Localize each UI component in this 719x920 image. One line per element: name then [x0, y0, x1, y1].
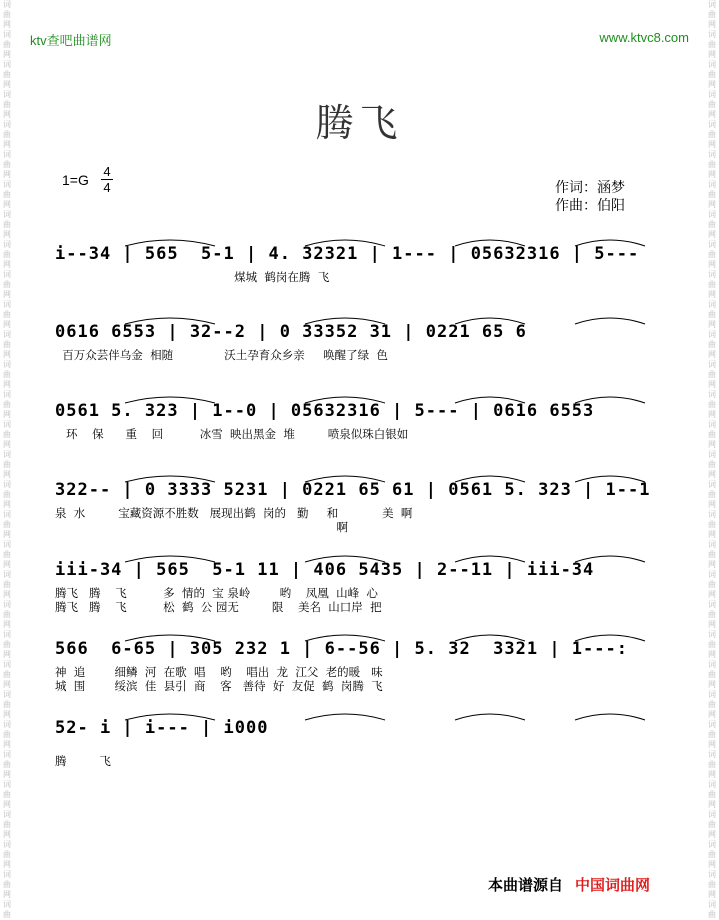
notation-line: 0616 6553 | 32--2 | 0 33352 31 | 0221 65 6	[55, 322, 527, 342]
lyricist: 作词：涵梦	[555, 179, 625, 195]
key-signature: 1=G	[62, 172, 89, 188]
lyric-line: 煤城 鹤岗在腾 飞	[55, 270, 330, 284]
footer-source: 本曲谱源自	[488, 876, 564, 894]
lyric-line: 百万众芸伴乌金 相随 沃土孕育众乡亲 唤醒了绿 色	[55, 348, 388, 362]
composer: 作曲：伯阳	[555, 197, 625, 213]
notation-line: 52- i | i--- | i000	[55, 718, 269, 738]
site-name-left: ktv查吧曲谱网	[30, 33, 112, 48]
footer	[488, 874, 650, 895]
lyric-line: 腾飞 腾 飞 松 鹤 公 园无 限 美名 山口岸 把	[55, 600, 382, 614]
footer-brand: 中国词曲网	[575, 876, 651, 894]
notation-line: 0561 5. 323 | 1--0 | 05632316 | 5--- | 0616 6553	[55, 401, 595, 421]
lyric-line: 环 保 重 回 冰雪 映出黑金 堆 喷泉似珠白银如	[55, 427, 409, 441]
meter-top: 4	[103, 164, 111, 179]
lyric-line: 啊	[55, 520, 348, 534]
lyric-line: 城 围 绥滨 佳 县引 商 客 善待 好 友促 鹤 岗腾 飞	[55, 679, 383, 693]
right-watermark-strip: 词 曲 网 词 曲 网 词 曲 网 词 曲 网 词 曲 网 词 曲 网 词 曲 网 词 曲 网 词 曲 网 词 曲 网 词 曲 网 词 曲 网 词 曲 网 词 曲 网 词 曲 网 词 曲 网 词 曲 网 词 曲 网 词 曲 网 词 曲 网 词 曲 网 词 曲 网 词 曲 网 词 曲 网 词 曲 网 词 曲 网 词 曲 网 词 曲 网 词 曲 网 词 曲 网 词 曲	[708, 0, 716, 919]
time-signature	[101, 164, 113, 195]
left-watermark-strip: 词 曲 网 词 曲 网 词 曲 网 词 曲 网 词 曲 网 词 曲 网 词 曲 网 词 曲 网 词 曲 网 词 曲 网 词 曲 网 词 曲 网 词 曲 网 词 曲 网 词 曲 网 词 曲 网 词 曲 网 词 曲 网 词 曲 网 词 曲 网 词 曲 网 词 曲 网 词 曲 网 词 曲 网 词 曲 网 词 曲 网 词 曲 网 词 曲 网 词 曲 网 词 曲 网 词 曲	[3, 0, 11, 919]
notation-line: i--34 | 565 5-1 | 4. 32321 | 1--- | 05632316 | 5---	[55, 244, 640, 264]
notation-line: 566 6-65 | 305 232 1 | 6--56 | 5. 32 3321 | 1---:	[55, 639, 628, 659]
notation-line: 322-- | 0 3333 5231 | 0221 65 61 | 0561 5. 323 | 1--1	[55, 480, 651, 500]
lyric-line: 腾 飞	[55, 754, 111, 768]
credits	[555, 178, 625, 214]
lyric-line: 泉 水 宝藏资源不胜数 展现出鹤 岗的 勤 和 美 啊	[55, 506, 413, 520]
lyric-line: 腾飞 腾 飞 多 情的 宝 泉岭 哟 凤凰 山峰 心	[55, 586, 378, 600]
meter-bottom: 4	[101, 179, 113, 195]
site-url-right: www.ktvc8.com	[599, 30, 689, 45]
lyric-line: 神 追 细鳞 河 在歌 唱 哟 唱出 龙 江父 老的暖 味	[55, 665, 383, 679]
song-title: 腾飞	[315, 101, 404, 145]
notation-line: iii-34 | 565 5-1 11 | 406 5435 | 2--11 | iii-34	[55, 560, 595, 580]
